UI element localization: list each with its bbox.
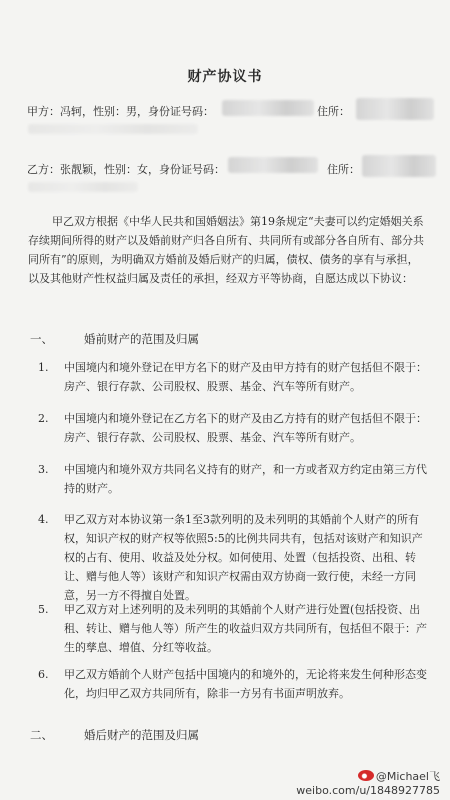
list-item: 3. 中国境内和境外双方共同名义持有的财产，和一方或者双方约定由第三方代持的财产。 xyxy=(38,463,427,495)
redacted-line-party-a xyxy=(28,124,198,134)
redacted-address-party-b xyxy=(362,155,436,177)
redacted-id-party-b xyxy=(228,157,318,173)
party-a-address-label: 住所： xyxy=(317,105,350,118)
list-item: 2. 中国境内和境外登记在乙方名下的财产及由乙方持有的财产包括但不限于：房产、银行存款、公司股权、股票、基金、汽车等所有财产。 xyxy=(38,412,427,444)
party-b-line xyxy=(27,161,225,177)
weibo-icon xyxy=(358,770,374,781)
redacted-address-party-a xyxy=(356,98,434,120)
redacted-line-party-b xyxy=(28,182,138,192)
party-a-line xyxy=(27,103,214,119)
section-2-title: 婚后财产的范围及归属 xyxy=(84,728,199,742)
list-item: 6. 甲乙双方婚前个人财产包括中国境内的和境外的，无论将来发生何种形态变化，均归甲乙双方共同所有，除非一方另有书面声明放弃。 xyxy=(38,668,427,700)
watermark-handle: @Michael飞 xyxy=(375,770,440,783)
section-2-number: 二、 xyxy=(30,728,53,742)
list-item: 5. 甲乙双方对上述列明的及未列明的其婚前个人财产进行处置(包括投资、出租、转让、赠与他人等）所产生的收益归双方共同所有，包括但不限于：产生的孳息、增值、分红等收益。 xyxy=(38,603,427,654)
list-item: 4. 甲乙双方对本协议第一条1至3款列明的及未列明的其婚前个人财产的所有权，知识产权的财产权等依照5:5的比例共同共有，包括对该财产和知识产权的占有、使用、收益及处分权。如何使用、处置（包括投资、出租、转让、赠与他人等）该财产和知识产权需由双方协商一致行使，未经一方同意，另一方不得擅自处置。 xyxy=(38,513,423,602)
list-item: 1. 中国境内和境外登记在甲方名下的财产及由甲方持有的财产包括但不限于：房产、银行存款、公司股权、股票、基金、汽车等所有财产。 xyxy=(38,361,427,393)
watermark-url: weibo.com/u/1848927785 xyxy=(296,784,440,797)
section-1-heading xyxy=(30,331,199,347)
section-2-heading xyxy=(30,727,199,743)
section-1-number: 一、 xyxy=(30,332,53,346)
party-a-label: 甲方：冯轲，性别：男，身份证号码： xyxy=(27,105,214,118)
party-b-label: 乙方：张靓颖，性别：女，身份证号码： xyxy=(27,163,225,176)
section-1-title: 婚前财产的范围及归属 xyxy=(84,332,199,346)
redacted-id-party-a xyxy=(222,100,314,116)
party-b-address-label: 住所： xyxy=(327,163,360,176)
weibo-watermark xyxy=(296,768,440,797)
preamble-paragraph: 甲乙双方根据《中华人民共和国婚姻法》第19条规定“夫妻可以约定婚姻关系存续期间所得的财产以及婚前财产归各自所有、共同所有或部分各自所有、部分共同所有”的原则，为明确双方婚前及婚后财产的归属，债权、债务的享有与承担，以及其他财产性权益归属及责任的承担，经双方平等协商，自愿达成以下协议： xyxy=(28,215,424,285)
document-title: 财产协议书 xyxy=(187,69,263,85)
